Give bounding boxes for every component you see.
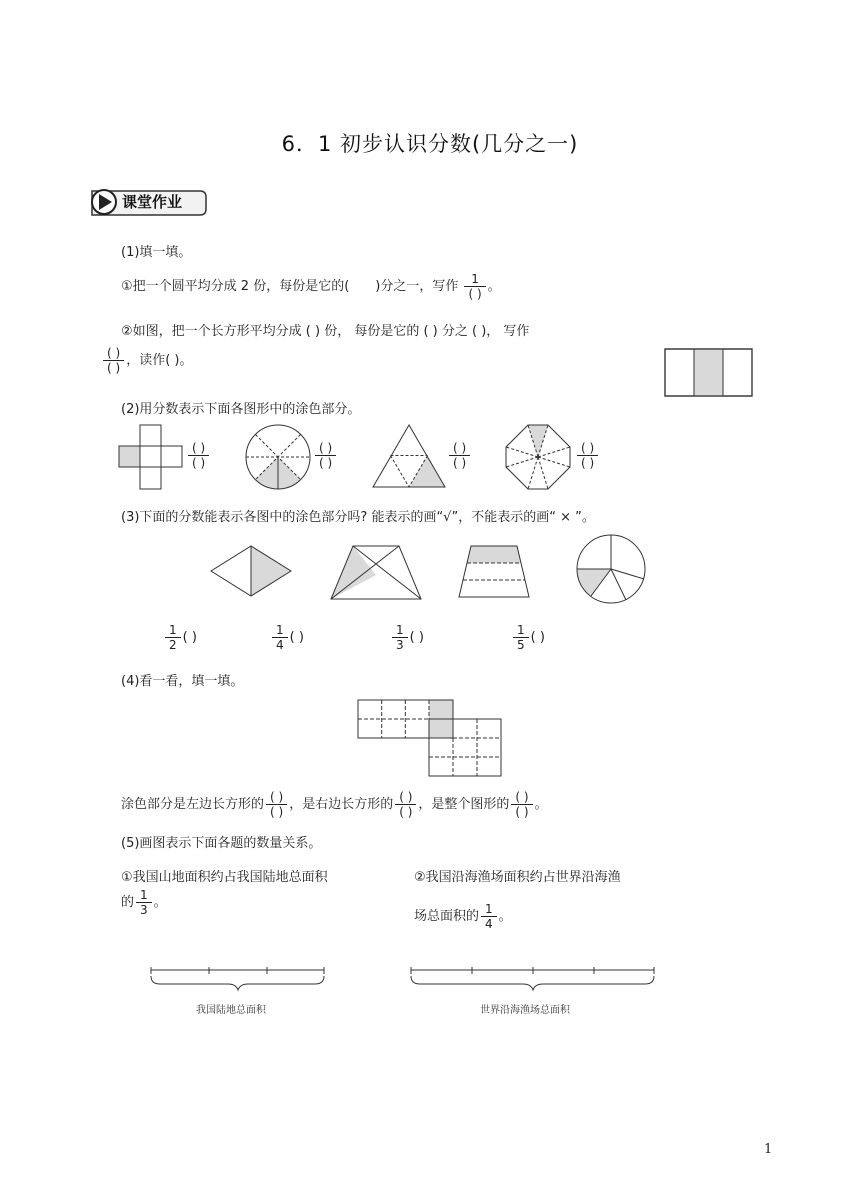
triangle-figure — [372, 424, 446, 488]
rectangle-figure — [664, 348, 754, 398]
answer-fraction[interactable]: $\frac{( )}{( )}$ — [266, 790, 287, 819]
q5-heading: (5)画图表示下面各题的数量关系。 — [121, 836, 322, 851]
page-title: 6．1 初步认识分数(几分之一) — [281, 132, 579, 156]
fraction: $\frac{1}{( )}$ — [464, 272, 485, 301]
octagon-figure — [505, 424, 571, 490]
circle-figure — [245, 424, 311, 490]
q5-b-line2: 场总面积的 $\frac{1}{4}$ 。 — [414, 902, 512, 931]
pie-figure — [576, 534, 646, 604]
cross-figure — [118, 424, 184, 490]
q5-a-line1: ①我国山地面积约占我国陆地总面积 — [121, 870, 328, 885]
q4-heading: (4)看一看，填一填。 — [121, 674, 244, 689]
q3-option-2[interactable]: $\frac{1}{4}$ ( ) — [270, 623, 304, 652]
q2-heading: (2)用分数表示下面各图形中的涂色部分。 — [121, 402, 361, 417]
trapezoid-figure — [330, 545, 422, 601]
q5-a-line2: 的 $\frac{1}{3}$ 。 — [121, 888, 167, 917]
left-brace-label: 我国陆地总面积 — [196, 1005, 266, 1016]
q3-option-4[interactable]: $\frac{1}{5}$ ( ) — [511, 623, 545, 652]
q1-a-mid: )分之一，写作 — [375, 279, 459, 294]
q5-b-line1: ②我国沿海渔场面积约占世界沿海渔 — [414, 870, 621, 885]
answer-fraction[interactable]: ( ) ( ) — [315, 441, 336, 470]
left-segment-brace — [148, 966, 328, 992]
answer-fraction[interactable]: $\frac{( )}{( )}$ — [103, 346, 124, 375]
rhombus-figure — [210, 545, 292, 597]
section-badge — [88, 187, 208, 221]
badge-label: 课堂作业 — [122, 193, 183, 211]
q1-b-line2: $\frac{( )}{( )}$ ，读作( )。 — [101, 346, 192, 375]
q1-a-text: ①把一个圆平均分成 2 份，每份是它的( — [121, 279, 350, 294]
q4-sentence: 涂色部分是左边长方形的 $\frac{( )}{( )}$ ，是右边长方形的 $\frac{( )}{( )}$ ，是整个图形的 $\frac{( )}{( )}$ 。 — [121, 790, 548, 819]
q1-heading: (1)填一填。 — [121, 245, 192, 260]
page-number: 1 — [764, 1142, 773, 1157]
answer-fraction[interactable]: ( ) ( ) — [188, 441, 209, 470]
answer-blank[interactable]: ( ) — [464, 286, 485, 301]
right-brace-label: 世界沿海渔场总面积 — [480, 1005, 570, 1016]
answer-fraction[interactable]: $\frac{( )}{( )}$ — [511, 790, 532, 819]
q3-heading: (3)下面的分数能表示各图中的涂色部分吗? 能表示的画“√”，不能表示的画“ × ”。 — [121, 510, 595, 525]
striped-trapezoid-figure — [458, 545, 530, 599]
answer-fraction[interactable]: ( ) ( ) — [577, 441, 598, 470]
overlap-rectangles-figure — [357, 699, 503, 779]
q1-a: ①把一个圆平均分成 2 份，每份是它的( )分之一，写作 $\frac{1}{( )}$ 。 — [121, 272, 501, 301]
right-segment-brace — [408, 966, 658, 992]
answer-fraction[interactable]: ( ) ( ) — [449, 441, 470, 470]
q1-b-line1: ②如图，把一个长方形平均分成 ( ) 份， 每份是它的 ( ) 分之 ( )， 写作 — [121, 324, 530, 339]
q3-option-3[interactable]: $\frac{1}{3}$ ( ) — [390, 623, 424, 652]
q3-option-1[interactable]: $\frac{1}{2}$ ( ) — [163, 623, 197, 652]
answer-fraction[interactable]: $\frac{( )}{( )}$ — [395, 790, 416, 819]
